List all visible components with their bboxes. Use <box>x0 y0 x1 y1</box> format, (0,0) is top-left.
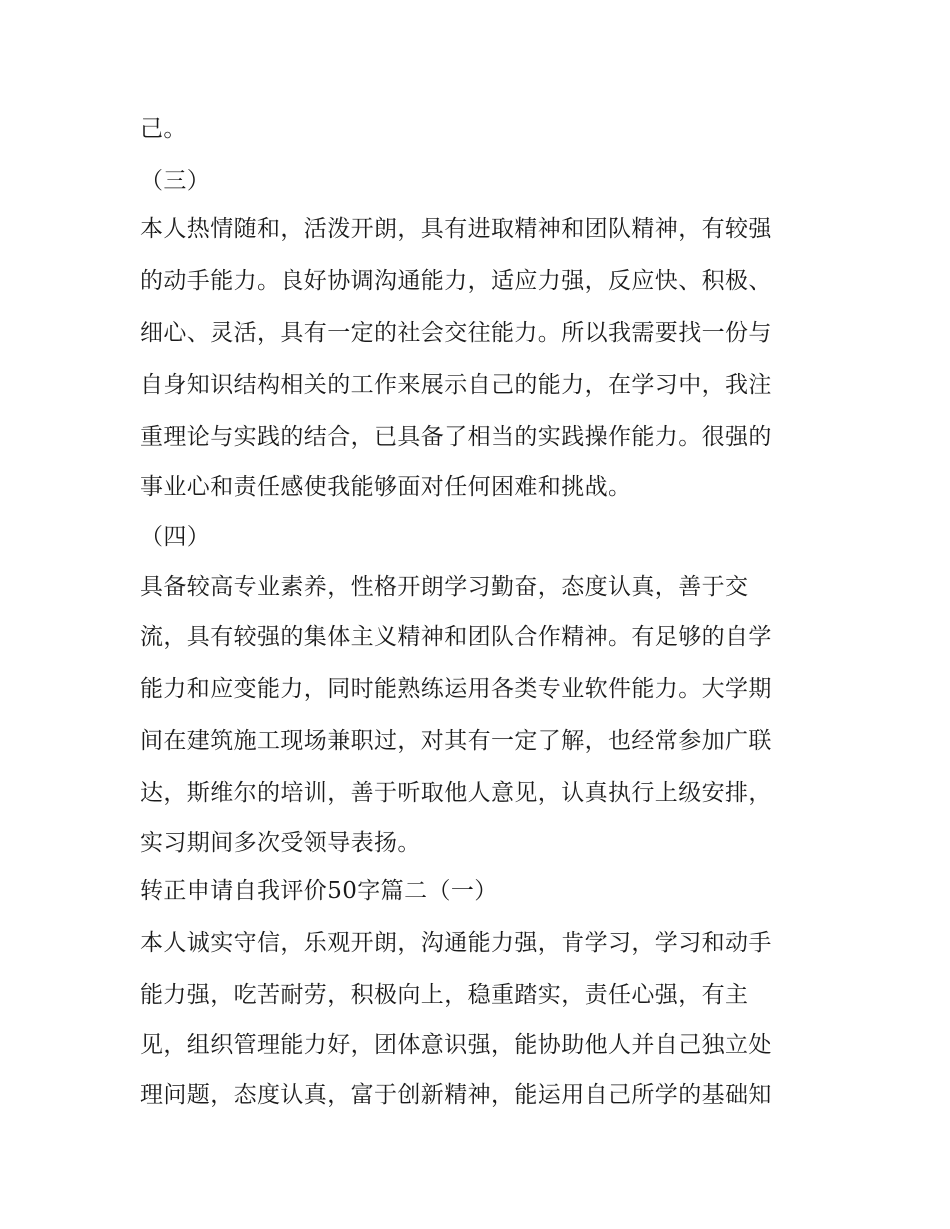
text-line: 细心、灵活，具有一定的社会交往能力。所以我需要找一份与 <box>140 320 772 346</box>
text-line: 本人诚实守信，乐观开朗，沟通能力强，肯学习，学习和动手 <box>140 930 772 956</box>
text-line: 间在建筑施工现场兼职过，对其有一定了解，也经常参加广联 <box>140 728 772 754</box>
text-line: 本人热情随和，活泼开朗，具有进取精神和团队精神，有较强 <box>140 216 772 242</box>
text-line: 己。 <box>140 116 187 142</box>
text-line: 见，组织管理能力好，团体意识强，能协助他人并自己独立处 <box>140 1032 772 1058</box>
text-line: 理问题，态度认真，富于创新精神，能运用自己所学的基础知 <box>140 1082 772 1108</box>
text-line: 能力强，吃苦耐劳，积极向上，稳重踏实，责任心强，有主 <box>140 982 749 1008</box>
section-heading-3: （三） <box>140 168 211 194</box>
text-line: 自身知识结构相关的工作来展示自己的能力，在学习中，我注 <box>140 372 772 398</box>
section-heading-4: （四） <box>140 524 211 550</box>
text-line: 重理论与实践的结合，已具备了相当的实践操作能力。很强的 <box>140 424 772 450</box>
text-line: 的动手能力。良好协调沟通能力，适应力强，反应快、积极、 <box>140 268 772 294</box>
text-line: 能力和应变能力，同时能熟练运用各类专业软件能力。大学期 <box>140 676 772 702</box>
text-line: 实习期间多次受领导表扬。 <box>140 830 421 856</box>
text-line: 事业心和责任感使我能够面对任何困难和挑战。 <box>140 474 632 500</box>
text-line: 流，具有较强的集体主义精神和团队合作精神。有足够的自学 <box>140 624 772 650</box>
text-line: 具备较高专业素养，性格开朗学习勤奋，态度认真，善于交 <box>140 574 749 600</box>
section-title: 转正申请自我评价50字篇二（一） <box>140 878 498 904</box>
text-line: 达，斯维尔的培训，善于听取他人意见，认真执行上级安排， <box>140 780 772 806</box>
